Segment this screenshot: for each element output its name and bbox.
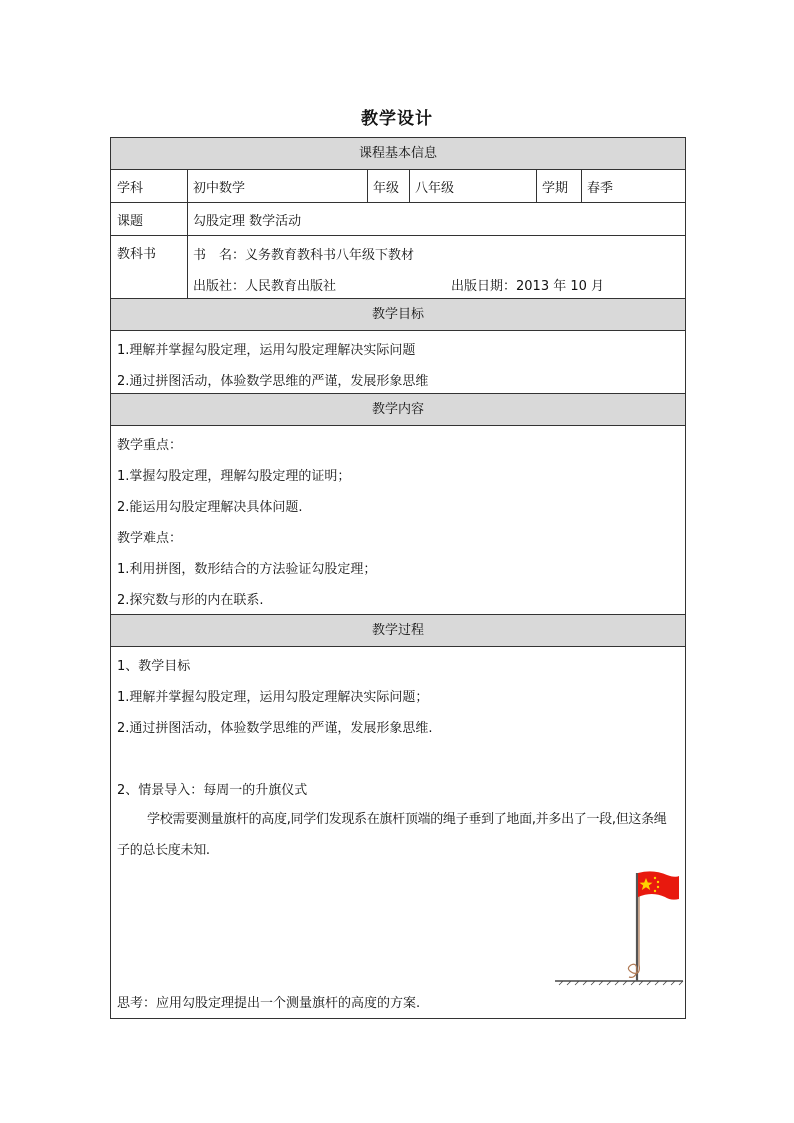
- process-section1-item-2: 2.通过拼图活动，体验数学思维的严谨，发展形象思维.: [117, 721, 433, 736]
- term-value: 春季: [587, 180, 614, 196]
- grade-label: 年级: [373, 180, 400, 196]
- textbook-publish-date: 出版日期：2013 年 10 月: [451, 279, 605, 294]
- process-section1-title: 1、教学目标: [117, 659, 191, 674]
- content-body: [111, 426, 685, 615]
- lesson-plan-table: [110, 137, 686, 1019]
- process-body: [111, 647, 685, 1018]
- subject-value: 初中数学: [193, 180, 246, 196]
- basic-info-header-label: 课程基本信息: [358, 146, 437, 161]
- document-title: 教学设计: [361, 109, 433, 129]
- key-point-2: 2.能运用勾股定理解决具体问题.: [117, 500, 303, 515]
- objective-item-2: 2.通过拼图活动，体验数学思维的严谨，发展形象思维: [117, 374, 429, 389]
- process-section1-item-1: 1.理解并掌握勾股定理，运用勾股定理解决实际问题；: [117, 690, 429, 705]
- content-header-label: 教学内容: [371, 402, 424, 417]
- think-question: 思考：应用勾股定理提出一个测量旗杆的高度的方案.: [117, 996, 421, 1011]
- objectives-header: [111, 299, 685, 331]
- topic-value: 勾股定理 数学活动: [193, 213, 302, 229]
- key-point-1: 1.掌握勾股定理，理解勾股定理的证明；: [117, 469, 351, 484]
- process-header-label: 教学过程: [371, 623, 424, 638]
- textbook-name: 书 名：义务教育教科书八年级下教材: [193, 248, 415, 263]
- grade-value: 八年级: [415, 180, 455, 196]
- term-label: 学期: [542, 180, 569, 196]
- objective-item-1: 1.理解并掌握勾股定理，运用勾股定理解决实际问题: [117, 343, 416, 358]
- difficulty-1: 1.利用拼图，数形结合的方法验证勾股定理；: [117, 562, 377, 577]
- textbook-label: 教科书: [117, 246, 157, 262]
- flagpole-illustration: [549, 869, 689, 989]
- scenario-paragraph: 学校需要测量旗杆的高度,同学们发现系在旗杆顶端的绳子垂到了地面,并多出了一段,但这条绳子的总长度未知.: [117, 812, 667, 858]
- process-header: [111, 615, 685, 647]
- content-header: [111, 394, 685, 426]
- difficulty-2: 2.探究数与形的内在联系.: [117, 593, 264, 608]
- key-points-label: 教学重点：: [117, 438, 183, 453]
- process-section2-title: 2、情景导入：每周一的升旗仪式: [117, 783, 308, 798]
- topic-label: 课题: [117, 213, 144, 229]
- topic-row: [111, 203, 685, 236]
- textbook-publisher: 出版社：人民教育出版社: [193, 279, 337, 294]
- subject-label: 学科: [117, 180, 144, 196]
- objectives-body: [111, 331, 685, 394]
- subject-row: [111, 170, 685, 203]
- ground-line: [555, 981, 683, 985]
- objectives-header-label: 教学目标: [371, 307, 424, 322]
- basic-info-header: [111, 138, 685, 170]
- difficulties-label: 教学难点：: [117, 531, 183, 546]
- textbook-row: [111, 236, 685, 299]
